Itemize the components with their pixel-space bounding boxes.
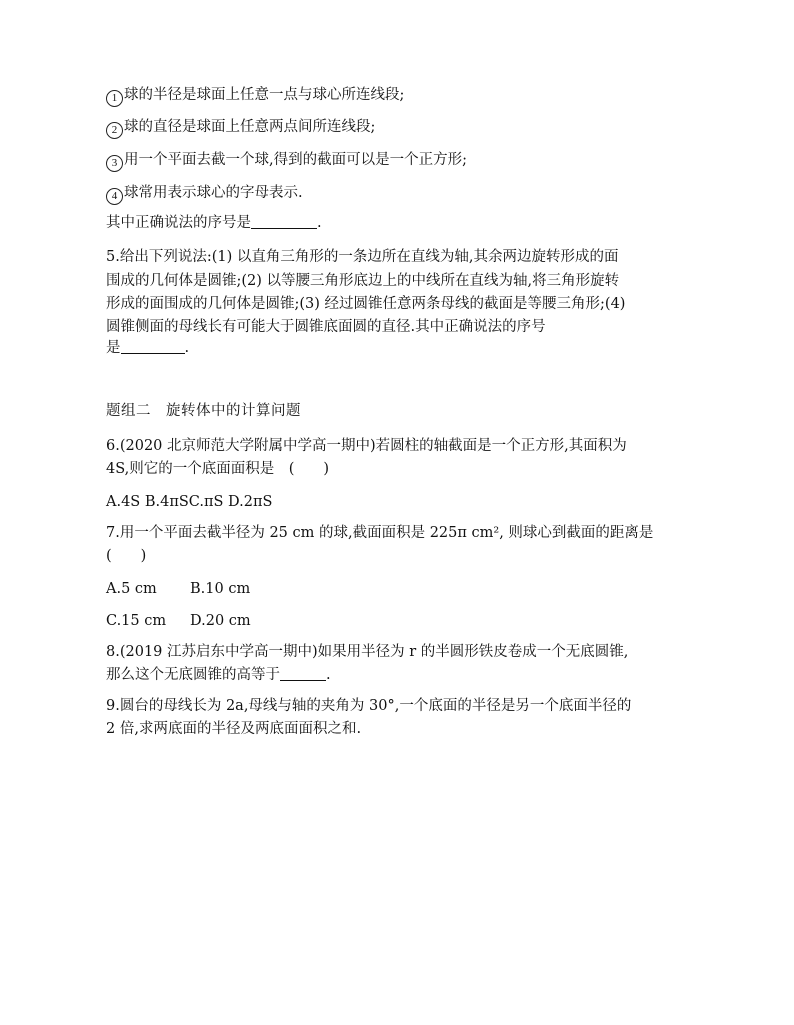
statement-1	[106, 86, 404, 107]
statement-2-text: 球的直径是球面上任意两点间所连线段;	[124, 119, 376, 135]
q4-answer-prompt: 其中正确说法的序号是	[106, 215, 251, 231]
q6-line-2: 4S,则它的一个底面面积是 ( )	[106, 461, 330, 477]
q7-option-a: A.5 cm	[106, 581, 157, 597]
q6-line-1: 6.(2020 北京师范大学附属中学高一期中)若圆柱的轴截面是一个正方形,其面积为	[106, 438, 627, 454]
q8-answer-end: .	[326, 667, 331, 683]
q5-line-3: 形成的面围成的几何体是圆锥;(3) 经过圆锥任意两条母线的截面是等腰三角形;(4)	[106, 296, 626, 312]
statement-4-text: 球常用表示球心的字母表示.	[124, 185, 303, 201]
q4-answer-line	[106, 214, 322, 232]
circled-number-4: 4	[106, 188, 123, 205]
q8-line-2-text: 那么这个无底圆锥的高等于	[106, 667, 280, 683]
statement-3-text: 用一个平面去截一个球,得到的截面可以是一个正方形;	[124, 152, 467, 168]
statement-2	[106, 118, 375, 139]
q7-option-c: C.15 cm	[106, 613, 167, 629]
circled-number-3: 3	[106, 155, 123, 172]
q7-line-2: ( )	[106, 548, 147, 564]
statement-4	[106, 184, 303, 205]
statement-1-text: 球的半径是球面上任意一点与球心所连线段;	[124, 87, 405, 103]
circled-number-1: 1	[106, 90, 123, 107]
section-title: 题组二 旋转体中的计算问题	[106, 403, 301, 419]
q5-line-4: 圆锥侧面的母线长有可能大于圆锥底面圆的直径.其中正确说法的序号	[106, 319, 546, 335]
q5-line-1: 5.给出下列说法:(1) 以直角三角形的一条边所在直线为轴,其余两边旋转形成的面	[106, 249, 619, 265]
q8-line-1: 8.(2019 江苏启东中学高一期中)如果用半径为 r 的半圆形铁皮卷成一个无底圆锥,	[106, 644, 629, 660]
q5-answer-prefix: 是	[106, 340, 121, 356]
q7-options-row-1	[106, 580, 250, 598]
q6-options: A.4S B.4πSC.πS D.2πS	[106, 494, 273, 510]
q9-line-1: 9.圆台的母线长为 2a,母线与轴的夹角为 30°,一个底面的半径是另一个底面半径的	[106, 698, 632, 714]
q7-option-b: B.10 cm	[190, 581, 251, 597]
q4-answer-blank[interactable]	[251, 214, 317, 229]
q5-line-2: 围成的几何体是圆锥;(2) 以等腰三角形底边上的中线所在直线为轴,将三角形旋转	[106, 273, 620, 289]
q5-answer-end: .	[184, 340, 190, 356]
q9-line-2: 2 倍,求两底面的半径及两底面面积之和.	[106, 721, 362, 737]
statement-3	[106, 151, 467, 172]
q8-line-2	[106, 666, 331, 684]
circled-number-2: 2	[106, 122, 123, 139]
q4-answer-end: .	[317, 215, 322, 231]
q7-options-row-2	[106, 612, 251, 630]
q7-line-1: 7.用一个平面去截半径为 25 cm 的球,截面面积是 225π cm², 则球心到截面的距离是	[106, 525, 654, 541]
q5-answer-blank[interactable]	[121, 339, 185, 354]
q5-answer-line	[106, 339, 189, 357]
q8-answer-blank[interactable]	[280, 666, 326, 681]
q7-option-d: D.20 cm	[190, 613, 251, 629]
